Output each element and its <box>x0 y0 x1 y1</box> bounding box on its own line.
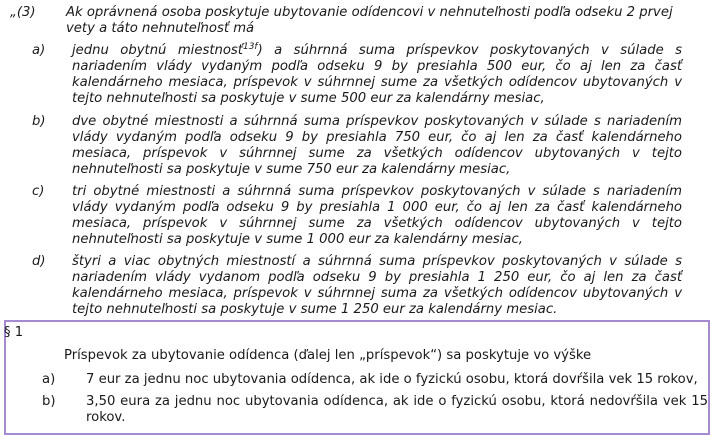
item-text: jednu obytnú miestnosť$^{13f}$) a súhrnná suma príspevkov poskytovaných v súlade s nariadením vlády vydaným podľa odseku 9 by presiahla 500 eur, čo aj len za časť kalendárneho mesiaca, príspevok v súhrnnej sume za všetkých odídencov ubytovaných v tejto nehnuteľnosti sa poskytuje v sume 500 eur za kalendárny mesiac, <box>72 42 682 106</box>
paragraph-number: „(3) <box>10 5 36 20</box>
item-text: tri obytné miestnosti a súhrnná suma príspevkov poskytovaných v súlade s nariadením vlády vydaným podľa odseku 9 by presiahla 1 000 eur, čo aj len za časť kalendárneho mesiaca, príspevok v súhrnnej sume za všetkých odídencov ubytovaných v tejto nehnuteľnosti sa poskytuje v sume 1 000 eur za kalendárny mesiac, <box>72 184 682 247</box>
item-text: štyri a viac obytných miestností a súhrnná suma príspevkov poskytovaných v súlade s nariadením vlády vydanom podľa odseku 9 by presiahla 1 250 eur, čo aj len za časť kalendárneho mesiaca, príspevok v súhrnnej suma za všetkých odídencov ubytovaných v tejto nehnuteľnosti sa poskytuje v sume 1 250 eur za kalendárny mesiac. <box>72 254 682 317</box>
item-label: b) <box>32 114 46 129</box>
item-text: dve obytné miestnosti a súhrnná suma príspevkov poskytovaných v súlade s nariadením vlády vydaným podľa odseku 9 by presiahla 750 eur, čo aj len za časť kalendárneho mesiaca, príspevok v súhrnnej sume za všetkých odídencov ubytovaných v tejto nehnuteľnosti sa poskytuje v sume 750 eur za kalendárny mesiac, <box>72 114 682 177</box>
footnote-ref[interactable]: 13f <box>242 42 258 52</box>
section-lead: Príspevok za ubytovanie odídenca (ďalej len „príspevok“) sa poskytuje vo výške <box>64 348 592 363</box>
item-label: a) <box>42 372 56 387</box>
item-text: 3,50 eura za jednu noc ubytovania odídenca, ak ide o fyzickú osobu, ktorá nedovŕšila vek 15 rokov. <box>86 394 708 425</box>
item-label: c) <box>32 184 45 199</box>
paragraph-intro: Ak oprávnená osoba poskytuje ubytovanie odídencovi v nehnuteľnosti podľa odseku 2 prvej vety a táto nehnuteľnosť má <box>66 5 673 36</box>
section-heading: § 1 <box>4 325 24 340</box>
item-label: a) <box>32 43 46 58</box>
item-label: b) <box>42 394 56 409</box>
item-text: 7 eur za jednu noc ubytovania odídenca, ak ide o fyzickú osobu, ktorá dovŕšila vek 15 rokov, <box>86 372 698 387</box>
item-label: d) <box>32 254 46 269</box>
